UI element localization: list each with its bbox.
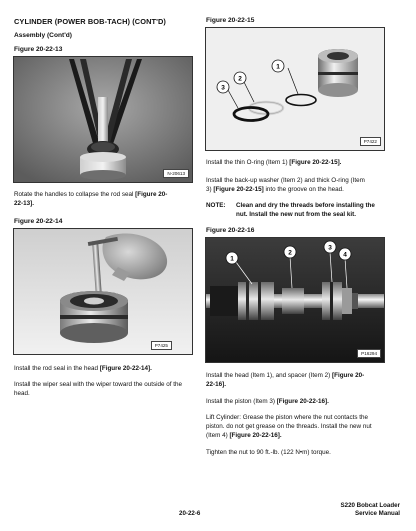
figure-label-20-22-15: Figure 20-22-15: [206, 17, 255, 24]
figure-label-20-22-14: Figure 20-22-14: [14, 218, 63, 225]
callout-4: 4: [343, 251, 347, 259]
figure-20-22-13-photo: [13, 56, 193, 183]
figure-tag: P16294: [357, 349, 381, 358]
figure-20-22-14-photo: [13, 228, 193, 355]
figure-20-22-15-photo: [205, 27, 385, 151]
callout-1: 1: [230, 255, 234, 263]
section-title: CYLINDER (POWER BOB-TACH) (CONT'D): [14, 17, 166, 26]
note-label: NOTE:: [206, 202, 226, 209]
paragraph-lift-cylinder: Lift Cylinder: Grease the piston where the nut contacts the piston. do not get grease on the threads. Install the new nut (Item 4) [Figure 20-22-16].: [206, 414, 372, 440]
paragraph-rotate-handles: Rotate the handles to collapse the rod seal [Figure 20- 22-13].: [14, 191, 168, 208]
paragraph-install-piston: Install the piston (Item 3) [Figure 20-22-16].: [206, 398, 329, 405]
footer-manual: Service Manual: [354, 510, 400, 517]
paragraph-install-head-spacer: Install the head (Item 1), and spacer (Item 2) [Figure 20- 22-16].: [206, 372, 365, 389]
figure-tag: N-20613: [163, 169, 189, 178]
figure-20-22-16-photo: [205, 237, 385, 363]
footer-model: S220 Bobcat Loader: [340, 502, 400, 509]
paragraph-install-rod-seal: Install the rod seal in the head [Figure 20-22-14].: [14, 365, 152, 372]
figure-label-20-22-16: Figure 20-22-16: [206, 227, 255, 234]
figure-label-20-22-13: Figure 20-22-13: [14, 46, 63, 53]
note-text: Clean and dry the threads before installing the nut. Install the new nut from the seal kit.: [236, 202, 375, 218]
paragraph-install-wiper-seal: Install the wiper seal with the wiper toward the outside of the head.: [14, 381, 183, 398]
figure-tag: P7425: [151, 341, 172, 350]
paragraph-tighten-nut: Tighten the nut to 90 ft.-lb. (122 N•m) torque.: [206, 449, 331, 456]
section-subtitle: Assembly (Cont'd): [14, 32, 72, 39]
callout-2: 2: [238, 75, 242, 83]
callout-2: 2: [288, 249, 292, 257]
note-block: [206, 201, 384, 219]
callout-1: 1: [276, 63, 280, 71]
callout-3: 3: [221, 84, 225, 92]
page-number: 20-22-6: [179, 510, 201, 517]
figure-tag: P7422: [360, 137, 381, 146]
callout-3: 3: [328, 244, 332, 252]
paragraph-install-backup-washer: Install the back-up washer (Item 2) and thick O-ring (Item 3) [Figure 20-22-15] into the groove on the head.: [206, 177, 365, 194]
paragraph-install-thin-oring: Install the thin O-ring (Item 1) [Figure 20-22-15].: [206, 159, 342, 166]
